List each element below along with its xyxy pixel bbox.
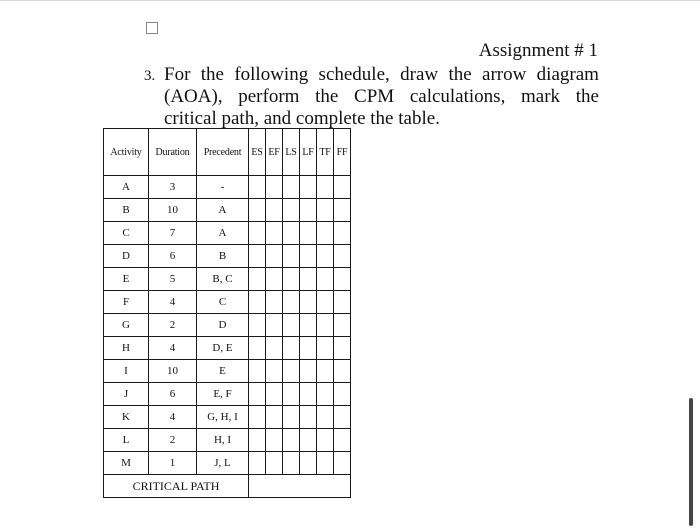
- precedent-cell: B: [197, 245, 249, 268]
- column-header-lf: LF: [300, 129, 317, 176]
- precedent-cell: J, L: [197, 452, 249, 475]
- precedent-cell: C: [197, 291, 249, 314]
- question-word: following: [234, 64, 309, 85]
- duration-cell: 2: [149, 314, 197, 337]
- ef-input-cell[interactable]: [266, 268, 283, 291]
- ef-input-cell[interactable]: [266, 176, 283, 199]
- ff-input-cell[interactable]: [334, 452, 351, 475]
- question-number: 3.: [144, 68, 156, 84]
- lf-input-cell[interactable]: [300, 222, 317, 245]
- question-word: calculations,: [409, 86, 506, 107]
- lf-input-cell[interactable]: [300, 429, 317, 452]
- precedent-cell: D, E: [197, 337, 249, 360]
- es-input-cell[interactable]: [249, 245, 266, 268]
- question-word: schedule,: [318, 64, 390, 85]
- critical-path-row: [104, 475, 351, 498]
- ef-input-cell[interactable]: [266, 314, 283, 337]
- ff-input-cell[interactable]: [334, 337, 351, 360]
- duration-cell: 5: [149, 268, 197, 291]
- lf-input-cell[interactable]: [300, 314, 317, 337]
- tf-input-cell[interactable]: [317, 337, 334, 360]
- ls-input-cell[interactable]: [283, 406, 300, 429]
- lf-input-cell[interactable]: [300, 360, 317, 383]
- duration-cell: 3: [149, 176, 197, 199]
- table-row: [104, 245, 351, 268]
- es-input-cell[interactable]: [249, 291, 266, 314]
- precedent-cell: -: [197, 176, 249, 199]
- table-body: [104, 176, 351, 498]
- top-divider: [0, 0, 700, 1]
- es-input-cell[interactable]: [249, 222, 266, 245]
- scrollbar[interactable]: [689, 398, 693, 526]
- ff-input-cell[interactable]: [334, 383, 351, 406]
- activity-cell: L: [104, 429, 149, 452]
- tf-input-cell[interactable]: [317, 406, 334, 429]
- duration-cell: 6: [149, 245, 197, 268]
- duration-cell: 10: [149, 360, 197, 383]
- activity-cell: K: [104, 406, 149, 429]
- ef-input-cell[interactable]: [266, 245, 283, 268]
- table-row: [104, 176, 351, 199]
- es-input-cell[interactable]: [249, 176, 266, 199]
- ef-input-cell[interactable]: [266, 429, 283, 452]
- precedent-cell: A: [197, 199, 249, 222]
- precedent-cell: B, C: [197, 268, 249, 291]
- table-header-row: [104, 129, 351, 176]
- duration-cell: 2: [149, 429, 197, 452]
- ls-input-cell[interactable]: [283, 452, 300, 475]
- tf-input-cell[interactable]: [317, 176, 334, 199]
- ls-input-cell[interactable]: [283, 314, 300, 337]
- ls-input-cell[interactable]: [283, 337, 300, 360]
- question-word: the: [315, 86, 339, 107]
- question-word: the: [448, 64, 472, 85]
- activity-cell: G: [104, 314, 149, 337]
- column-header-activity: Activity: [104, 129, 149, 176]
- ff-input-cell[interactable]: [334, 314, 351, 337]
- activity-cell: I: [104, 360, 149, 383]
- question-word: the: [200, 64, 224, 85]
- es-input-cell[interactable]: [249, 360, 266, 383]
- table-row: [104, 291, 351, 314]
- ls-input-cell[interactable]: [283, 360, 300, 383]
- precedent-cell: H, I: [197, 429, 249, 452]
- question-word: arrow: [482, 64, 527, 85]
- lf-input-cell[interactable]: [300, 452, 317, 475]
- duration-cell: 6: [149, 383, 197, 406]
- ls-input-cell[interactable]: [283, 222, 300, 245]
- activity-cell: B: [104, 199, 149, 222]
- column-header-duration: Duration: [149, 129, 197, 176]
- table-row: [104, 199, 351, 222]
- ef-input-cell[interactable]: [266, 199, 283, 222]
- ef-input-cell[interactable]: [266, 291, 283, 314]
- tf-input-cell[interactable]: [317, 360, 334, 383]
- question-text: [144, 64, 599, 130]
- column-header-ls: LS: [283, 129, 300, 176]
- ls-input-cell[interactable]: [283, 199, 300, 222]
- ff-input-cell[interactable]: [334, 222, 351, 245]
- lf-input-cell[interactable]: [300, 199, 317, 222]
- page-checkbox[interactable]: [146, 22, 158, 34]
- table-row: [104, 314, 351, 337]
- activity-cell: D: [104, 245, 149, 268]
- ls-input-cell[interactable]: [283, 383, 300, 406]
- ff-input-cell[interactable]: [334, 429, 351, 452]
- duration-cell: 4: [149, 337, 197, 360]
- duration-cell: 10: [149, 199, 197, 222]
- table-row: [104, 429, 351, 452]
- tf-input-cell[interactable]: [317, 429, 334, 452]
- activity-cell: C: [104, 222, 149, 245]
- table-row: [104, 360, 351, 383]
- lf-input-cell[interactable]: [300, 406, 317, 429]
- activity-cell: E: [104, 268, 149, 291]
- ls-input-cell[interactable]: [283, 245, 300, 268]
- es-input-cell[interactable]: [249, 337, 266, 360]
- column-header-es: ES: [249, 129, 266, 176]
- es-input-cell[interactable]: [249, 314, 266, 337]
- duration-cell: 1: [149, 452, 197, 475]
- ff-input-cell[interactable]: [334, 291, 351, 314]
- activity-cell: J: [104, 383, 149, 406]
- ef-input-cell[interactable]: [266, 406, 283, 429]
- tf-input-cell[interactable]: [317, 245, 334, 268]
- question-line-2: [164, 86, 599, 108]
- precedent-cell: G, H, I: [197, 406, 249, 429]
- ls-input-cell[interactable]: [283, 429, 300, 452]
- duration-cell: 7: [149, 222, 197, 245]
- question-word: critical path, and complete the table.: [164, 108, 440, 129]
- tf-input-cell[interactable]: [317, 291, 334, 314]
- question-line-1: [164, 64, 599, 86]
- table-row: [104, 337, 351, 360]
- es-input-cell[interactable]: [249, 199, 266, 222]
- activity-cell: M: [104, 452, 149, 475]
- es-input-cell[interactable]: [249, 406, 266, 429]
- lf-input-cell[interactable]: [300, 245, 317, 268]
- ef-input-cell[interactable]: [266, 337, 283, 360]
- ff-input-cell[interactable]: [334, 245, 351, 268]
- ef-input-cell[interactable]: [266, 452, 283, 475]
- table-row: [104, 383, 351, 406]
- column-header-precedent: Precedent: [197, 129, 249, 176]
- ls-input-cell[interactable]: [283, 291, 300, 314]
- ff-input-cell[interactable]: [334, 199, 351, 222]
- activity-cell: H: [104, 337, 149, 360]
- cpm-schedule-table: [103, 128, 351, 498]
- duration-cell: 4: [149, 291, 197, 314]
- tf-input-cell[interactable]: [317, 452, 334, 475]
- lf-input-cell[interactable]: [300, 176, 317, 199]
- ef-input-cell[interactable]: [266, 222, 283, 245]
- es-input-cell[interactable]: [249, 429, 266, 452]
- critical-path-label: CRITICAL PATH: [104, 475, 249, 498]
- column-header-ef: EF: [266, 129, 283, 176]
- question-word: diagram: [536, 64, 599, 85]
- ff-input-cell[interactable]: [334, 406, 351, 429]
- tf-input-cell[interactable]: [317, 222, 334, 245]
- question-word: For: [164, 64, 191, 85]
- ff-input-cell[interactable]: [334, 360, 351, 383]
- question-word: draw: [400, 64, 439, 85]
- lf-input-cell[interactable]: [300, 268, 317, 291]
- activity-cell: A: [104, 176, 149, 199]
- table-row: [104, 452, 351, 475]
- lf-input-cell[interactable]: [300, 291, 317, 314]
- es-input-cell[interactable]: [249, 268, 266, 291]
- tf-input-cell[interactable]: [317, 268, 334, 291]
- lf-input-cell[interactable]: [300, 337, 317, 360]
- es-input-cell[interactable]: [249, 452, 266, 475]
- activity-cell: F: [104, 291, 149, 314]
- ff-input-cell[interactable]: [334, 268, 351, 291]
- precedent-cell: E: [197, 360, 249, 383]
- table-row: [104, 406, 351, 429]
- question-word: mark: [521, 86, 561, 107]
- column-header-tf: TF: [317, 129, 334, 176]
- duration-cell: 4: [149, 406, 197, 429]
- lf-input-cell[interactable]: [300, 383, 317, 406]
- question-line-3: [164, 108, 599, 130]
- question-word: (AOA),: [164, 86, 223, 107]
- critical-path-input[interactable]: [249, 475, 351, 498]
- ff-input-cell[interactable]: [334, 176, 351, 199]
- precedent-cell: D: [197, 314, 249, 337]
- precedent-cell: E, F: [197, 383, 249, 406]
- ef-input-cell[interactable]: [266, 383, 283, 406]
- question-word: the: [575, 86, 599, 107]
- assignment-title: Assignment # 1: [478, 40, 598, 61]
- table-row: [104, 268, 351, 291]
- ls-input-cell[interactable]: [283, 176, 300, 199]
- precedent-cell: A: [197, 222, 249, 245]
- question-word: CPM: [354, 86, 395, 107]
- es-input-cell[interactable]: [249, 383, 266, 406]
- question-word: perform: [238, 86, 300, 107]
- ef-input-cell[interactable]: [266, 360, 283, 383]
- column-header-ff: FF: [334, 129, 351, 176]
- table-row: [104, 222, 351, 245]
- tf-input-cell[interactable]: [317, 383, 334, 406]
- ls-input-cell[interactable]: [283, 268, 300, 291]
- tf-input-cell[interactable]: [317, 314, 334, 337]
- tf-input-cell[interactable]: [317, 199, 334, 222]
